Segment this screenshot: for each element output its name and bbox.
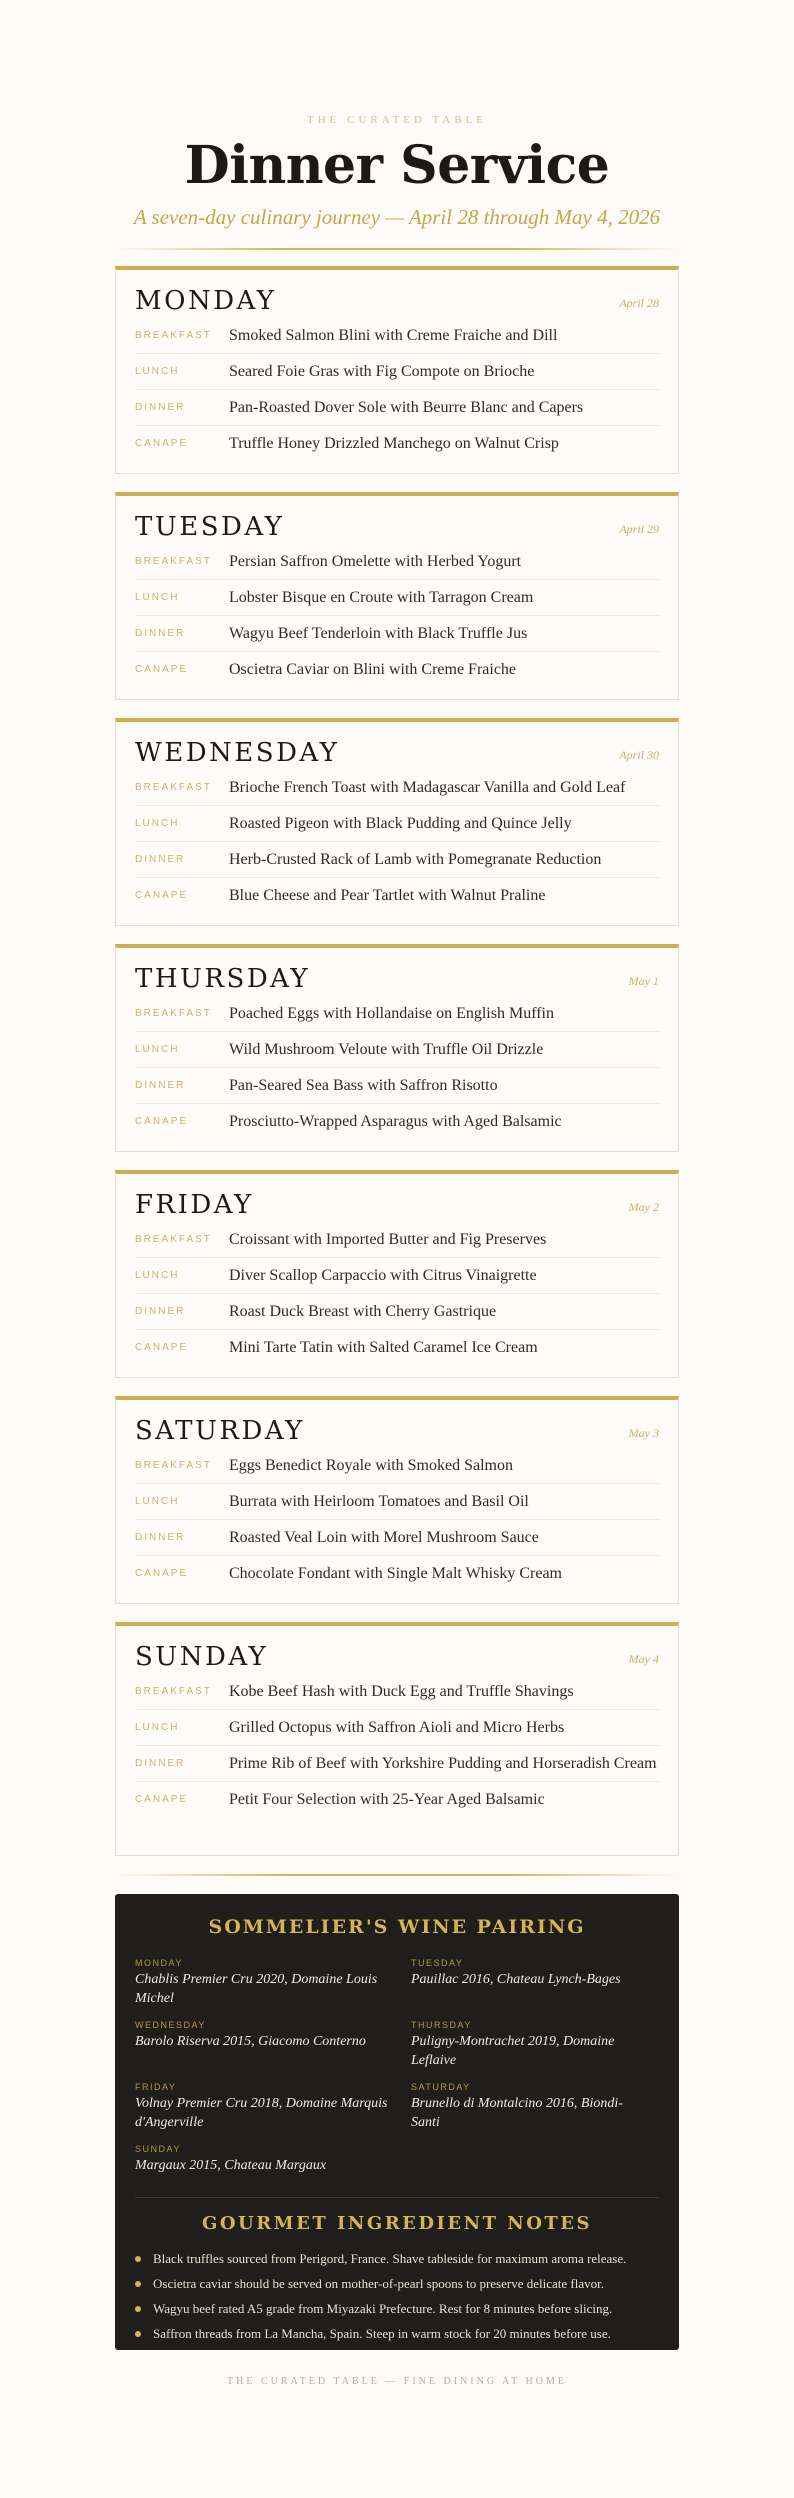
wine-name: Chablis Premier Cru 2020, Domaine Louis Michel [135,1972,378,2006]
wine-pairing-wednesday [135,2018,411,2070]
ingredient-notes-list [135,2250,659,2343]
ingredient-note [135,2250,659,2268]
meal-dish: Lobster Bisque en Croute with Tarragon Cream [229,589,534,606]
meal-row-canape [135,878,659,913]
meal-label: CANAPE [135,1794,189,1805]
day-header [135,962,659,996]
day-date: May 4 [628,1652,659,1666]
wine-pairing-tuesday [411,1956,661,2008]
bullet-icon [135,2256,141,2262]
meal-dish: Grilled Octopus with Saffron Aioli and Micro Herbs [229,1719,565,1736]
day-header [135,1188,659,1222]
meal-row-dinner [135,390,659,426]
day-card-sunday [115,1622,679,1856]
meal-label: DINNER [135,1306,186,1317]
meal-row-lunch [135,354,659,390]
wine-pairing-saturday [411,2080,661,2132]
meal-row-dinner [135,616,659,652]
day-name: MONDAY [135,286,277,316]
day-date: April 28 [619,296,659,310]
meal-dish: Brioche French Toast with Madagascar Vanilla and Gold Leaf [229,779,626,796]
bullet-icon [135,2281,141,2287]
day-name: SATURDAY [135,1416,305,1446]
meal-dish: Seared Foie Gras with Fig Compote on Brioche [229,363,535,380]
meal-row-lunch [135,1484,659,1520]
meal-label: CANAPE [135,1568,189,1579]
meal-label: BREAKFAST [135,330,212,341]
day-date: April 30 [619,748,659,762]
wine-day: SUNDAY [135,2144,181,2154]
wine-name: Barolo Riserva 2015, Giacomo Conterno [135,2034,366,2049]
meal-row-lunch [135,1032,659,1068]
day-date: May 2 [628,1200,659,1214]
meal-label: DINNER [135,1080,186,1091]
meal-label: DINNER [135,1532,186,1543]
day-card-tuesday [115,492,679,700]
meal-dish: Prosciutto-Wrapped Asparagus with Aged Balsamic [229,1113,562,1130]
day-card-thursday [115,944,679,1152]
note-text: Black truffles sourced from Perigord, France. Shave tableside for maximum aroma release. [153,2251,627,2266]
day-header [135,736,659,770]
meal-label: LUNCH [135,1044,180,1055]
meal-dish: Truffle Honey Drizzled Manchego on Walnut Crisp [229,435,559,452]
meal-label: DINNER [135,628,186,639]
day-header [135,1414,659,1448]
meal-dish: Roast Duck Breast with Cherry Gastrique [229,1303,497,1320]
meal-label: BREAKFAST [135,782,212,793]
meal-dish: Chocolate Fondant with Single Malt Whisky Cream [229,1565,562,1582]
wine-name: Margaux 2015, Chateau Margaux [135,2158,327,2173]
meal-row-lunch [135,580,659,616]
day-card-friday [115,1170,679,1378]
wine-day: MONDAY [135,1958,183,1968]
meal-row-breakfast [135,770,659,806]
meal-row-breakfast [135,1222,659,1258]
wine-name: Volnay Premier Cru 2018, Domaine Marquis d'Angerville [135,2096,388,2130]
day-name: WEDNESDAY [135,738,340,768]
panel-divider [135,2197,659,2198]
wine-pairing-grid [135,1956,659,2175]
ingredient-note [135,2275,659,2293]
meal-label: BREAKFAST [135,556,212,567]
meal-row-canape [135,1782,659,1817]
meal-label: CANAPE [135,1116,189,1127]
meal-label: LUNCH [135,366,180,377]
day-card-saturday [115,1396,679,1604]
day-card-wednesday [115,718,679,926]
day-card-monday [115,266,679,474]
meal-dish: Mini Tarte Tatin with Salted Caramel Ice Cream [229,1339,538,1356]
meal-dish: Oscietra Caviar on Blini with Creme Fraiche [229,661,517,678]
meal-dish: Persian Saffron Omelette with Herbed Yogurt [229,553,522,570]
meal-row-breakfast [135,318,659,354]
wine-pairing-thursday [411,2018,661,2070]
meal-dish: Pan-Roasted Dover Sole with Beurre Blanc and Capers [229,399,584,416]
meal-label: DINNER [135,402,186,413]
meal-dish: Croissant with Imported Butter and Fig Preserves [229,1231,547,1248]
header-divider [115,248,679,250]
meal-label: BREAKFAST [135,1234,212,1245]
ingredient-note [135,2325,659,2343]
meal-label: LUNCH [135,818,180,829]
day-date: May 1 [628,974,659,988]
meal-dish: Burrata with Heirloom Tomatoes and Basil Oil [229,1493,529,1510]
wine-pairing-friday [135,2080,411,2132]
meal-row-lunch [135,1710,659,1746]
meal-row-breakfast [135,544,659,580]
day-list [115,266,679,1856]
wine-day: FRIDAY [135,2082,177,2092]
meal-label: LUNCH [135,592,180,603]
meal-row-lunch [135,806,659,842]
wine-day: SATURDAY [411,2082,471,2092]
day-header [135,284,659,318]
meal-row-breakfast [135,1674,659,1710]
day-name: THURSDAY [135,964,311,994]
meal-label: DINNER [135,854,186,865]
meal-row-canape [135,1330,659,1365]
wine-day: THURSDAY [411,2020,472,2030]
page-footer: THE CURATED TABLE — FINE DINING AT HOME [227,2376,567,2387]
meal-label: LUNCH [135,1496,180,1507]
meal-dish: Poached Eggs with Hollandaise on English Muffin [229,1005,554,1022]
meal-row-dinner [135,1746,659,1782]
ingredient-notes-title: GOURMET INGREDIENT NOTES [201,2213,593,2234]
wine-pairing-panel [115,1894,679,2350]
meal-row-canape [135,1556,659,1591]
meal-dish: Blue Cheese and Pear Tartlet with Walnut Praline [229,887,546,904]
meal-label: DINNER [135,1758,186,1769]
meal-dish: Smoked Salmon Blini with Creme Fraiche and Dill [229,327,558,344]
bullet-icon [135,2306,141,2312]
meal-label: BREAKFAST [135,1460,212,1471]
note-text: Wagyu beef rated A5 grade from Miyazaki Prefecture. Rest for 8 minutes before slicing. [153,2301,613,2316]
meal-label: CANAPE [135,438,189,449]
meal-label: CANAPE [135,664,189,675]
day-name: FRIDAY [135,1190,254,1220]
meal-row-dinner [135,1294,659,1330]
wine-name: Brunello di Montalcino 2016, Biondi-Santi [411,2096,623,2130]
day-date: May 3 [628,1426,659,1440]
brand-name: THE CURATED TABLE [307,114,487,126]
wine-day: WEDNESDAY [135,2020,206,2030]
meal-row-canape [135,426,659,461]
page-header [115,0,679,250]
day-header [135,1640,659,1674]
meal-label: BREAKFAST [135,1008,212,1019]
meal-label: BREAKFAST [135,1686,212,1697]
meal-row-dinner [135,1068,659,1104]
meal-dish: Wagyu Beef Tenderloin with Black Truffle Jus [229,625,528,642]
meal-label: LUNCH [135,1270,180,1281]
meal-row-dinner [135,842,659,878]
wine-name: Puligny-Montrachet 2019, Domaine Leflaive [411,2034,615,2068]
meal-dish: Wild Mushroom Veloute with Truffle Oil Drizzle [229,1041,544,1058]
meal-dish: Roasted Pigeon with Black Pudding and Quince Jelly [229,815,572,832]
wine-pairing-sunday [135,2142,411,2175]
page-subtitle: A seven-day culinary journey — April 28 through May 4, 2026 [133,205,661,229]
meal-row-canape [135,1104,659,1139]
bullet-icon [135,2331,141,2337]
day-name: TUESDAY [135,512,285,542]
page-title: Dinner Service [184,135,610,196]
meal-dish: Kobe Beef Hash with Duck Egg and Truffle Shavings [229,1683,574,1700]
meal-dish: Roasted Veal Loin with Morel Mushroom Sauce [229,1529,539,1546]
meal-row-canape [135,652,659,687]
section-divider [115,1874,679,1876]
meal-dish: Petit Four Selection with 25-Year Aged Balsamic [229,1791,545,1808]
meal-row-lunch [135,1258,659,1294]
meal-label: LUNCH [135,1722,180,1733]
meal-dish: Pan-Seared Sea Bass with Saffron Risotto [229,1077,498,1094]
meal-dish: Eggs Benedict Royale with Smoked Salmon [229,1457,513,1474]
note-text: Saffron threads from La Mancha, Spain. Steep in warm stock for 20 minutes before use. [153,2326,611,2341]
meal-row-dinner [135,1520,659,1556]
ingredient-note [135,2300,659,2318]
wine-day: TUESDAY [411,1958,464,1968]
meal-dish: Herb-Crusted Rack of Lamb with Pomegranate Reduction [229,851,602,868]
note-text: Oscietra caviar should be served on mother-of-pearl spoons to preserve delicate flavor. [153,2276,604,2291]
day-date: April 29 [619,522,659,536]
meal-label: CANAPE [135,1342,189,1353]
meal-label: CANAPE [135,890,189,901]
meal-dish: Prime Rib of Beef with Yorkshire Pudding and Horseradish Cream [229,1755,657,1772]
meal-row-breakfast [135,1448,659,1484]
day-header [135,510,659,544]
meal-row-breakfast [135,996,659,1032]
meal-dish: Diver Scallop Carpaccio with Citrus Vinaigrette [229,1267,537,1284]
day-name: SUNDAY [135,1642,269,1672]
menu-page [115,0,679,2387]
wine-pairing-monday [135,1956,411,2008]
wine-name: Pauillac 2016, Chateau Lynch-Bages [411,1972,621,1987]
wine-pairing-title: SOMMELIER'S WINE PAIRING [208,1916,586,1938]
